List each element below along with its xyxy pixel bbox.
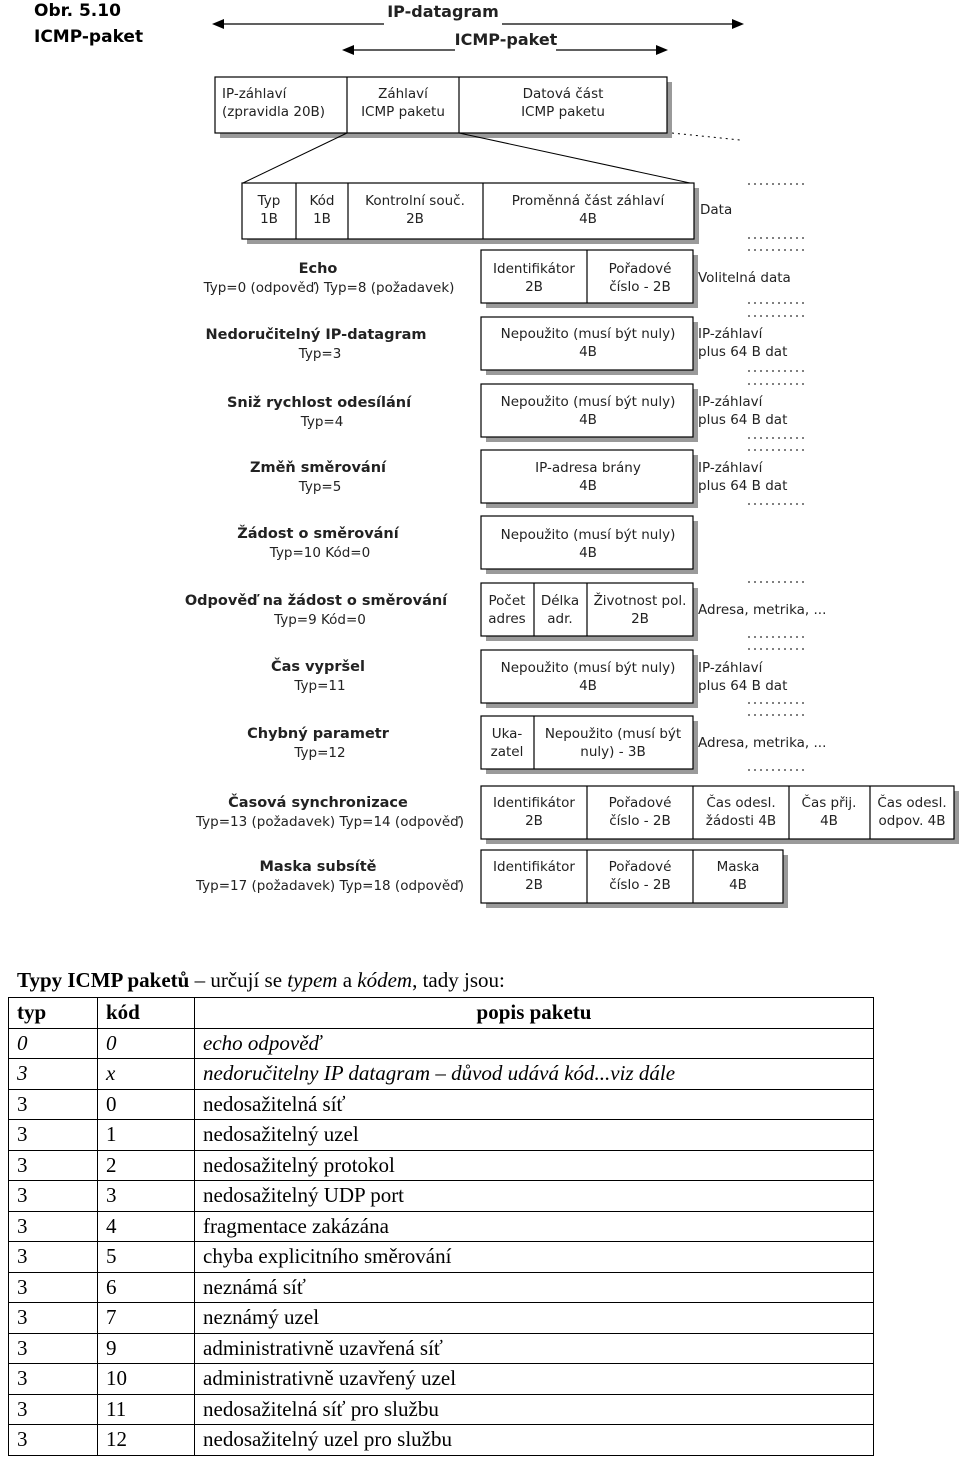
intro-text-1: určují se	[210, 968, 288, 992]
field-label: IP-záhlaví	[698, 660, 763, 676]
cell-code: 5	[98, 1242, 195, 1273]
figure-label: Obr. 5.10	[34, 1, 121, 21]
table-row	[9, 1089, 874, 1120]
table-row	[9, 1211, 874, 1242]
cell-type: 3	[9, 1120, 98, 1151]
field-label: 4B	[579, 344, 597, 360]
field-label: plus 64 B dat	[698, 478, 788, 494]
field-label: Životnost pol.	[593, 593, 687, 609]
msg-type-source-quench: Typ=4	[300, 414, 344, 430]
field-label: Čas přij.	[801, 795, 857, 811]
field-label: Pořadové	[608, 859, 672, 875]
field-label: 4B	[579, 412, 597, 428]
table-row	[9, 1272, 874, 1303]
icmp-header-field-l2: ICMP paketu	[361, 104, 445, 120]
code-field: Kód	[309, 193, 335, 209]
cell-type: 3	[9, 1059, 98, 1090]
field-label: Nepoužito (musí být	[544, 726, 682, 742]
cell-type: 3	[9, 1272, 98, 1303]
param-problem-structure	[481, 715, 826, 774]
cell-description: nedosažitelný uzel	[195, 1120, 874, 1151]
icmp-types-table	[8, 997, 874, 1456]
field-label: číslo - 2B	[609, 813, 671, 829]
table-row	[9, 1120, 874, 1151]
cell-type: 3	[9, 1303, 98, 1334]
field-label: Adresa, metrika, ...	[698, 735, 827, 751]
field-label: číslo - 2B	[609, 877, 671, 893]
msg-type-router-solicit: Typ=10 Kód=0	[269, 545, 371, 561]
field-label: 2B	[631, 611, 649, 627]
ip-datagram-label: IP-datagram	[387, 2, 499, 21]
cell-code: 7	[98, 1303, 195, 1334]
field-label: Nepoužito (musí být nuly)	[500, 660, 676, 676]
cell-description: neznámý uzel	[195, 1303, 874, 1334]
cell-code: x	[98, 1059, 195, 1090]
timestamp-structure	[481, 786, 959, 844]
cell-description: nedosažitelná síť pro službu	[195, 1394, 874, 1425]
cell-code: 4	[98, 1211, 195, 1242]
cell-code: 1	[98, 1120, 195, 1151]
field-label: žádosti 4B	[705, 813, 777, 829]
field-label: Adresa, metrika, ...	[698, 602, 827, 618]
cell-description: chyba explicitního směrování	[195, 1242, 874, 1273]
router-advert-structure	[481, 582, 826, 641]
msg-type-router-advert: Typ=9 Kód=0	[274, 612, 366, 628]
cell-description: administrativně uzavřený uzel	[195, 1364, 874, 1395]
msg-name-time-exceeded: Čas vypršel	[271, 659, 365, 675]
checksum-field: Kontrolní souč.	[365, 193, 465, 209]
table-body	[9, 998, 874, 1456]
field-label: Čas odesl.	[877, 795, 947, 811]
intro-type: typem	[287, 968, 338, 992]
field-label: adr.	[547, 611, 573, 627]
cell-description: nedoručitelny IP datagram – důvod udává kód...viz dále	[195, 1059, 874, 1090]
msg-type-param-problem: Typ=12	[294, 745, 346, 761]
msg-type-redirect: Typ=5	[298, 479, 342, 495]
header-description: popis paketu	[195, 998, 874, 1029]
cell-type: 3	[9, 1425, 98, 1456]
table-row	[9, 1425, 874, 1456]
cell-code: 6	[98, 1272, 195, 1303]
cell-code: 12	[98, 1425, 195, 1456]
cell-type: 3	[9, 1089, 98, 1120]
field-label: 4B	[579, 478, 597, 494]
field-label: IP-záhlaví	[698, 394, 763, 410]
field-label: Identifikátor	[493, 795, 575, 811]
time-exceeded-structure	[481, 649, 806, 708]
cell-code: 10	[98, 1364, 195, 1395]
redirect-structure	[481, 450, 806, 508]
msg-name-subnet-mask: Maska subsítě	[259, 859, 377, 875]
field-label: Nepoužito (musí být nuly)	[500, 394, 676, 410]
table-row	[9, 1364, 874, 1395]
figure-caption: ICMP-paket	[34, 27, 144, 47]
field-label: 2B	[525, 813, 543, 829]
cell-code: 0	[98, 1028, 195, 1059]
cell-description: nedosažitelný UDP port	[195, 1181, 874, 1212]
checksum-field-size: 2B	[406, 211, 424, 227]
field-label: IP-záhlaví	[698, 460, 763, 476]
msg-name-redirect: Změň směrování	[249, 460, 387, 476]
unreachable-structure	[481, 316, 806, 375]
table-row	[9, 1059, 874, 1090]
icmp-header-box	[242, 183, 806, 244]
header-code: kód	[98, 998, 195, 1029]
cell-code: 11	[98, 1394, 195, 1425]
field-label: 2B	[525, 279, 543, 295]
msg-type-unreachable: Typ=3	[298, 346, 342, 362]
cell-code: 2	[98, 1150, 195, 1181]
intro-code: kódem	[357, 968, 413, 992]
table-row	[9, 1333, 874, 1364]
icmp-data-field-l1: Datová část	[522, 86, 604, 102]
message-names	[185, 261, 464, 894]
echo-structure	[481, 250, 806, 308]
cell-type: 3	[9, 1181, 98, 1212]
field-label: Délka	[540, 593, 580, 609]
variable-header-field: Proměnná část záhlaví	[511, 193, 665, 209]
variable-header-field-size: 4B	[579, 211, 597, 227]
field-label: Počet	[488, 593, 526, 609]
msg-type-echo: Typ=0 (odpověď) Typ=8 (požadavek)	[203, 280, 455, 296]
table-header-row	[9, 998, 874, 1029]
field-label: adres	[488, 611, 526, 627]
icmp-packet-label: ICMP-paket	[454, 30, 558, 49]
cell-type: 3	[9, 1150, 98, 1181]
field-label: Identifikátor	[493, 859, 575, 875]
ip-datagram-arrow	[212, 2, 744, 29]
msg-type-timestamp: Typ=13 (požadavek) Typ=14 (odpověď)	[196, 814, 464, 830]
router-solicit-structure	[481, 516, 698, 574]
cell-description: fragmentace zakázána	[195, 1211, 874, 1242]
field-label: Nepoužito (musí být nuly)	[500, 326, 676, 342]
field-label: Volitelná data	[698, 270, 791, 286]
field-label: Nepoužito (musí být nuly)	[500, 527, 676, 543]
intro-title: Typy ICMP paketů	[17, 968, 190, 992]
table-row	[9, 1242, 874, 1273]
cell-code: 0	[98, 1089, 195, 1120]
field-label: 4B	[820, 813, 838, 829]
msg-name-unreachable: Nedoručitelný IP-datagram	[205, 327, 427, 343]
field-label: 2B	[525, 877, 543, 893]
field-label: IP-adresa brány	[535, 460, 641, 476]
cell-type: 3	[9, 1211, 98, 1242]
intro-text-3: , tady jsou:	[412, 968, 505, 992]
intro-dash: –	[189, 968, 211, 992]
cell-description: administrativně uzavřená síť	[195, 1333, 874, 1364]
header-type: typ	[9, 998, 98, 1029]
table-row	[9, 1028, 874, 1059]
field-label: plus 64 B dat	[698, 678, 788, 694]
cell-type: 3	[9, 1394, 98, 1425]
icmp-header-field-l1: Záhlaví	[378, 86, 428, 102]
msg-name-router-advert: Odpověď na žádost o směrování	[184, 593, 448, 609]
field-label: Pořadové	[608, 261, 672, 277]
table-row	[9, 1150, 874, 1181]
cell-code: 9	[98, 1333, 195, 1364]
source-quench-structure	[481, 384, 806, 442]
msg-name-timestamp: Časová synchronizace	[228, 795, 408, 811]
msg-name-echo: Echo	[298, 261, 338, 277]
field-label: Maska	[716, 859, 760, 875]
subnet-mask-structure	[481, 850, 788, 908]
message-structures	[481, 250, 959, 908]
field-label: 4B	[729, 877, 747, 893]
intro-text-2: a	[337, 968, 358, 992]
table-row	[9, 1394, 874, 1425]
field-label: číslo - 2B	[609, 279, 671, 295]
table-intro	[17, 968, 505, 993]
code-field-size: 1B	[313, 211, 331, 227]
cell-description: nedosažitelná síť	[195, 1089, 874, 1120]
ip-header-field-l2: (zpravidla 20B)	[222, 104, 326, 120]
table-row	[9, 1303, 874, 1334]
field-label: odpov. 4B	[878, 813, 946, 829]
field-label: plus 64 B dat	[698, 412, 788, 428]
msg-name-param-problem: Chybný parametr	[247, 726, 389, 742]
field-label: 4B	[579, 545, 597, 561]
msg-name-source-quench: Sniž rychlost odesílání	[226, 395, 412, 411]
field-label: IP-záhlaví	[698, 326, 763, 342]
field-label: nuly) - 3B	[580, 744, 646, 760]
field-label: plus 64 B dat	[698, 344, 788, 360]
cell-description: neznámá síť	[195, 1272, 874, 1303]
msg-name-router-solicit: Žádost o směrování	[237, 526, 399, 542]
field-label: 4B	[579, 678, 597, 694]
cell-description: nedosažitelný uzel pro službu	[195, 1425, 874, 1456]
table-row	[9, 1181, 874, 1212]
ip-header-field-l1: IP-záhlaví	[222, 86, 287, 102]
data-field: Data	[700, 202, 733, 218]
cell-type: 3	[9, 1242, 98, 1273]
field-label: Pořadové	[608, 795, 672, 811]
cell-type: 3	[9, 1333, 98, 1364]
type-field-size: 1B	[260, 211, 278, 227]
icmp-packet-arrow	[342, 30, 668, 55]
msg-type-subnet-mask: Typ=17 (požadavek) Typ=18 (odpověď)	[196, 878, 464, 894]
msg-type-time-exceeded: Typ=11	[294, 678, 346, 694]
field-label: Čas odesl.	[706, 795, 776, 811]
field-label: Uka-	[491, 726, 523, 742]
cell-description: nedosažitelný protokol	[195, 1150, 874, 1181]
field-label: Identifikátor	[493, 261, 575, 277]
type-field: Typ	[257, 193, 281, 209]
cell-type: 3	[9, 1364, 98, 1395]
icmp-data-field-l2: ICMP paketu	[521, 104, 605, 120]
cell-code: 3	[98, 1181, 195, 1212]
packet-structure-box	[215, 77, 672, 138]
cell-description: echo odpověď	[195, 1028, 874, 1059]
cell-type: 0	[9, 1028, 98, 1059]
field-label: zatel	[490, 744, 524, 760]
